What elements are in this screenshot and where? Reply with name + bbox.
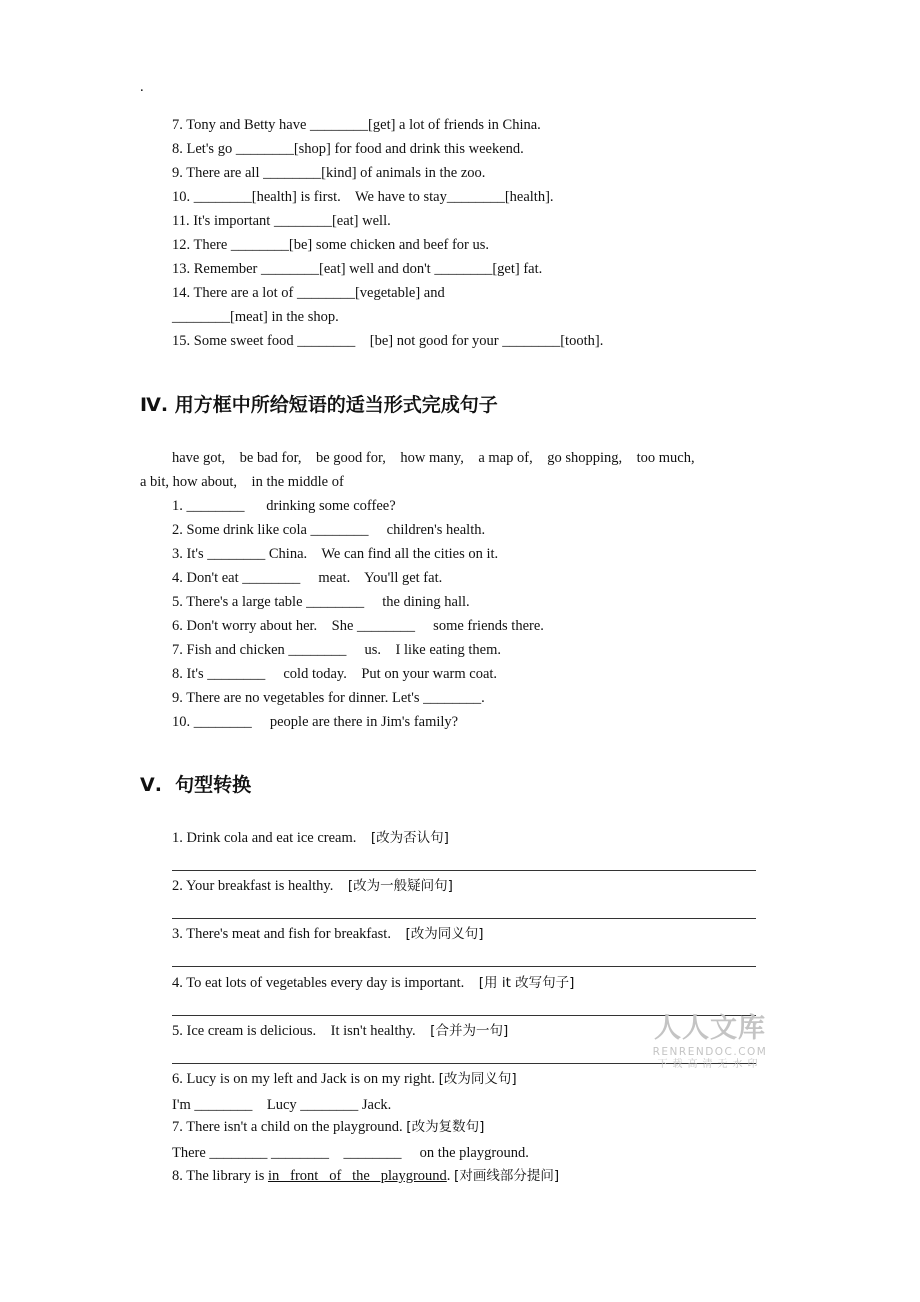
section-5-title: Ⅴ. 句型转换	[140, 774, 252, 796]
exercise-item: 7. Fish and chicken ________ us. I like eating them.	[172, 642, 502, 658]
transform-question-1	[172, 829, 449, 847]
exercise-item: 11. It's important ________[eat] well.	[172, 213, 391, 229]
exercise-item: 7. Tony and Betty have ________[get] a lot of friends in China.	[172, 117, 541, 133]
exercise-item: 9. There are no vegetables for dinner. Let's ________.	[172, 690, 485, 706]
transform-question-7	[172, 1118, 484, 1136]
transform-question-5	[172, 1022, 508, 1040]
section-4-title: Ⅳ. 用方框中所给短语的适当形式完成句子	[140, 394, 498, 416]
exercise-item: 4. Don't eat ________ meat. You'll get fat.	[172, 570, 443, 586]
page-dot: .	[140, 79, 144, 95]
exercise-item: 9. There are all ________[kind] of animals in the zoo.	[172, 165, 486, 181]
transform-question-4	[172, 974, 574, 992]
question-instruction: [改为同义句]	[438, 1071, 517, 1087]
question-text: 3. There's meat and fish for breakfast.	[172, 926, 406, 942]
watermark-slogan: 下载高清无水印	[657, 1059, 763, 1070]
phrase-box-line-2: a bit, how about, in the middle of	[140, 474, 344, 490]
question-text: 5. Ice cream is delicious. It isn't healthy.	[172, 1023, 431, 1039]
exercise-item: 10. ________[health] is first. We have to stay________[health].	[172, 189, 554, 205]
question-instruction: [改为同义句]	[405, 926, 484, 942]
exercise-item: ________[meat] in the shop.	[172, 309, 339, 325]
question-punct: .	[446, 1168, 455, 1184]
question-text: 2. Your breakfast is healthy.	[172, 878, 348, 894]
answer-template-6: I'm ________ Lucy ________ Jack.	[172, 1097, 392, 1113]
answer-line	[172, 870, 756, 871]
question-instruction: [改为否认句]	[370, 830, 449, 846]
question-instruction: [合并为一句]	[430, 1023, 509, 1039]
question-instruction: [改为一般疑问句]	[347, 878, 453, 894]
transform-question-6	[172, 1070, 517, 1088]
question-instruction: [改为复数句]	[406, 1119, 485, 1135]
exercise-item: 8. It's ________ cold today. Put on your warm coat.	[172, 666, 498, 682]
transform-question-2	[172, 877, 453, 895]
watermark	[648, 1012, 772, 1072]
exercise-item: 8. Let's go ________[shop] for food and drink this weekend.	[172, 141, 524, 157]
exercise-item: 1. ________ drinking some coffee?	[172, 498, 396, 514]
transform-question-3	[172, 925, 484, 943]
answer-template-7: There ________ ________ ________ on the playground.	[172, 1145, 529, 1161]
exercise-item: 14. There are a lot of ________[vegetable] and	[172, 285, 445, 301]
transform-question-8	[172, 1167, 559, 1185]
exercise-item: 6. Don't worry about her. She ________ some friends there.	[172, 618, 544, 634]
exercise-item: 2. Some drink like cola ________ children's health.	[172, 522, 486, 538]
exercise-item: 5. There's a large table ________ the dining hall.	[172, 594, 470, 610]
question-instruction: [对画线部分提问]	[454, 1168, 560, 1184]
question-text: 8. The library is	[172, 1168, 268, 1184]
underlined-phrase: in front of the playground	[267, 1168, 447, 1184]
exercise-item: 3. It's ________ China. We can find all the cities on it.	[172, 546, 499, 562]
answer-line	[172, 918, 756, 919]
question-text: 4. To eat lots of vegetables every day is important.	[172, 975, 479, 991]
question-text: 7. There isn't a child on the playground.	[172, 1119, 407, 1135]
watermark-site: RENRENDOC.COM	[652, 1046, 768, 1058]
watermark-title: 人人文库	[654, 1013, 766, 1044]
question-text: 1. Drink cola and eat ice cream.	[172, 830, 371, 846]
exercise-item: 13. Remember ________[eat] well and don't ________[get] fat.	[172, 261, 543, 277]
exercise-item: 12. There ________[be] some chicken and beef for us.	[172, 237, 490, 253]
exercise-item: 15. Some sweet food ________ [be] not good for your ________[tooth].	[172, 333, 604, 349]
exercise-item: 10. ________ people are there in Jim's family?	[172, 714, 459, 730]
phrase-box-line-1: have got, be bad for, be good for, how many, a map of, go shopping, too much,	[172, 450, 695, 466]
question-text: 6. Lucy is on my left and Jack is on my right.	[172, 1071, 439, 1087]
question-instruction: [用 it 改写句子]	[478, 975, 575, 991]
answer-line	[172, 966, 756, 967]
